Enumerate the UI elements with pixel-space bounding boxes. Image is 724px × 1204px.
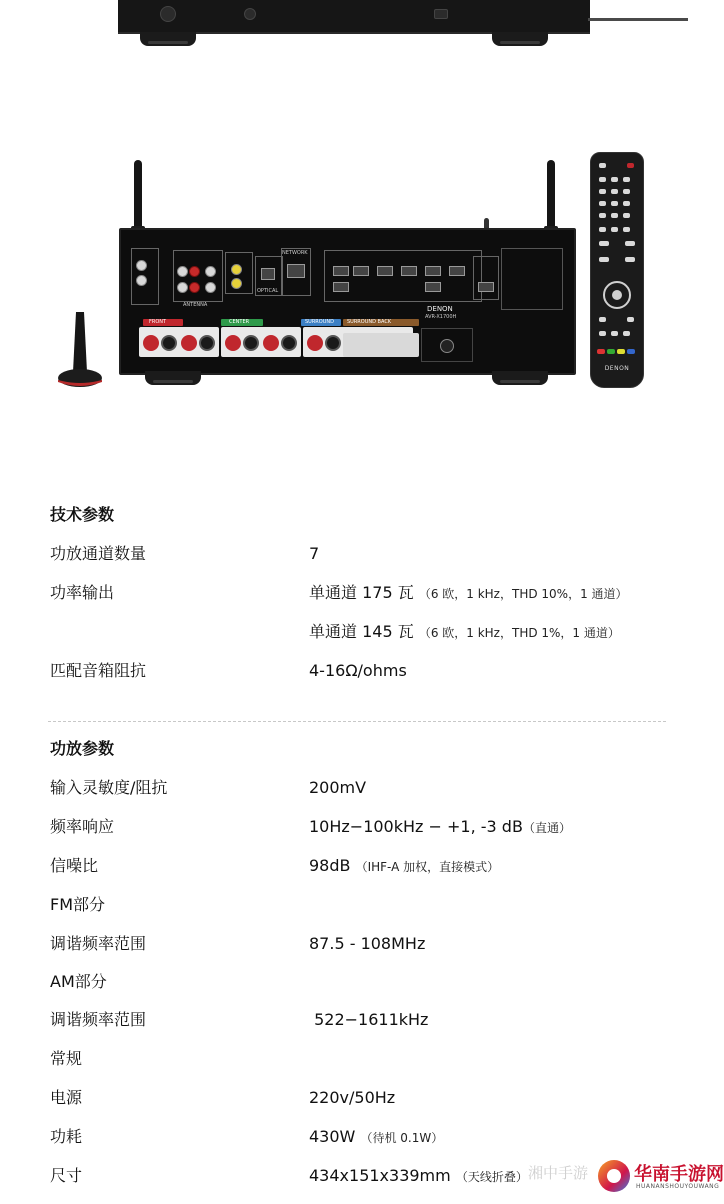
spec-label: 功耗	[50, 1127, 83, 1146]
rear-model-label: AVR-X1700H	[425, 314, 457, 320]
spec-label: 输入灵敏度/阻抗	[50, 778, 168, 797]
surround-tag-label: SURROUND	[305, 319, 334, 325]
front-tag-label: FRONT	[149, 319, 167, 325]
spec-sub-heading: 常规	[50, 1049, 83, 1068]
center-tag-label: CENTER	[229, 319, 250, 325]
spec-row	[50, 1087, 664, 1126]
spec-value: 87.5 - 108MHz	[309, 934, 426, 953]
spec-value-main: 10Hz−100kHz − +1, -3 dB	[309, 817, 523, 836]
spec-value-note: （待机 0.1W）	[360, 1131, 444, 1145]
spec-value: 200mV	[309, 778, 367, 797]
spec-value	[309, 582, 628, 605]
spec-value	[309, 621, 620, 644]
spec-value: 7	[309, 544, 320, 563]
spec-label: 调谐频率范围	[50, 934, 147, 953]
spec-value-main: 单通道 175 瓦	[309, 583, 414, 602]
spec-table	[50, 0, 664, 1197]
spec-value: 220v/50Hz	[309, 1088, 396, 1107]
surround-back-tag-label: SURROUND BACK	[347, 319, 392, 325]
spec-value	[309, 816, 571, 839]
rear-brand-label: DENON	[427, 305, 453, 313]
spec-row	[50, 660, 664, 699]
spec-value-note: （6 欧，1 kHz，THD 10%，1 通道）	[418, 587, 628, 601]
spec-row	[50, 582, 664, 621]
section-heading-row	[50, 504, 664, 543]
spec-row	[50, 777, 664, 816]
spec-row	[50, 894, 664, 933]
spec-row	[50, 1048, 664, 1087]
spec-value-main: 98dB	[309, 856, 351, 875]
spec-label: 功放通道数量	[50, 544, 147, 563]
spec-label: 信噪比	[50, 856, 99, 875]
watermark-title: 华南手游网	[634, 1164, 724, 1185]
spec-value: 522−1611kHz	[309, 1010, 429, 1029]
spec-row	[50, 1009, 664, 1048]
watermark-faint-text: 湘中手游	[528, 1164, 589, 1182]
spec-sub-heading: AM部分	[50, 972, 107, 991]
spec-value	[309, 1165, 528, 1188]
watermark-subtitle: HUANANSHOUYOUWANG	[636, 1183, 720, 1190]
section-title-technical: 技术参数	[50, 505, 115, 524]
spec-value-note: （天线折叠）	[455, 1170, 528, 1184]
spec-value-main: 434x151x339mm	[309, 1166, 451, 1185]
optical-label: OPTICAL	[257, 288, 279, 294]
spec-row	[50, 855, 664, 894]
spec-value-main: 430W	[309, 1127, 356, 1146]
spec-value-main: 单通道 145 瓦	[309, 622, 414, 641]
spec-row	[50, 816, 664, 855]
spec-value	[309, 855, 499, 878]
section-divider	[48, 721, 666, 722]
spec-sub-heading: FM部分	[50, 895, 106, 914]
remote-brand-label: DENON	[604, 365, 630, 372]
spec-value-note: （直通）	[522, 821, 571, 835]
spec-value-note: （6 欧，1 kHz，THD 1%，1 通道）	[418, 626, 620, 640]
spec-label: 电源	[50, 1088, 83, 1107]
spec-label: 功率输出	[50, 583, 115, 602]
spec-label: 匹配音箱阻抗	[50, 661, 147, 680]
spec-label: 尺寸	[50, 1166, 83, 1185]
spec-value: 4-16Ω/ohms	[309, 661, 407, 680]
spec-row	[50, 621, 664, 660]
watermark-logo-icon	[598, 1160, 630, 1192]
section-title-amplifier: 功放参数	[50, 739, 115, 758]
spec-row	[50, 971, 664, 1010]
watermark	[528, 1158, 724, 1197]
spec-value	[309, 1126, 443, 1149]
network-label: NETWORK	[282, 250, 308, 256]
spec-label: 调谐频率范围	[50, 1010, 147, 1029]
spec-value-note: （IHF-A 加权，直接模式）	[355, 860, 500, 874]
section-heading-row	[50, 738, 664, 777]
spec-row	[50, 543, 664, 582]
spec-label: 频率响应	[50, 817, 115, 836]
spec-row	[50, 933, 664, 972]
antenna-label: ANTENNA	[183, 302, 208, 308]
